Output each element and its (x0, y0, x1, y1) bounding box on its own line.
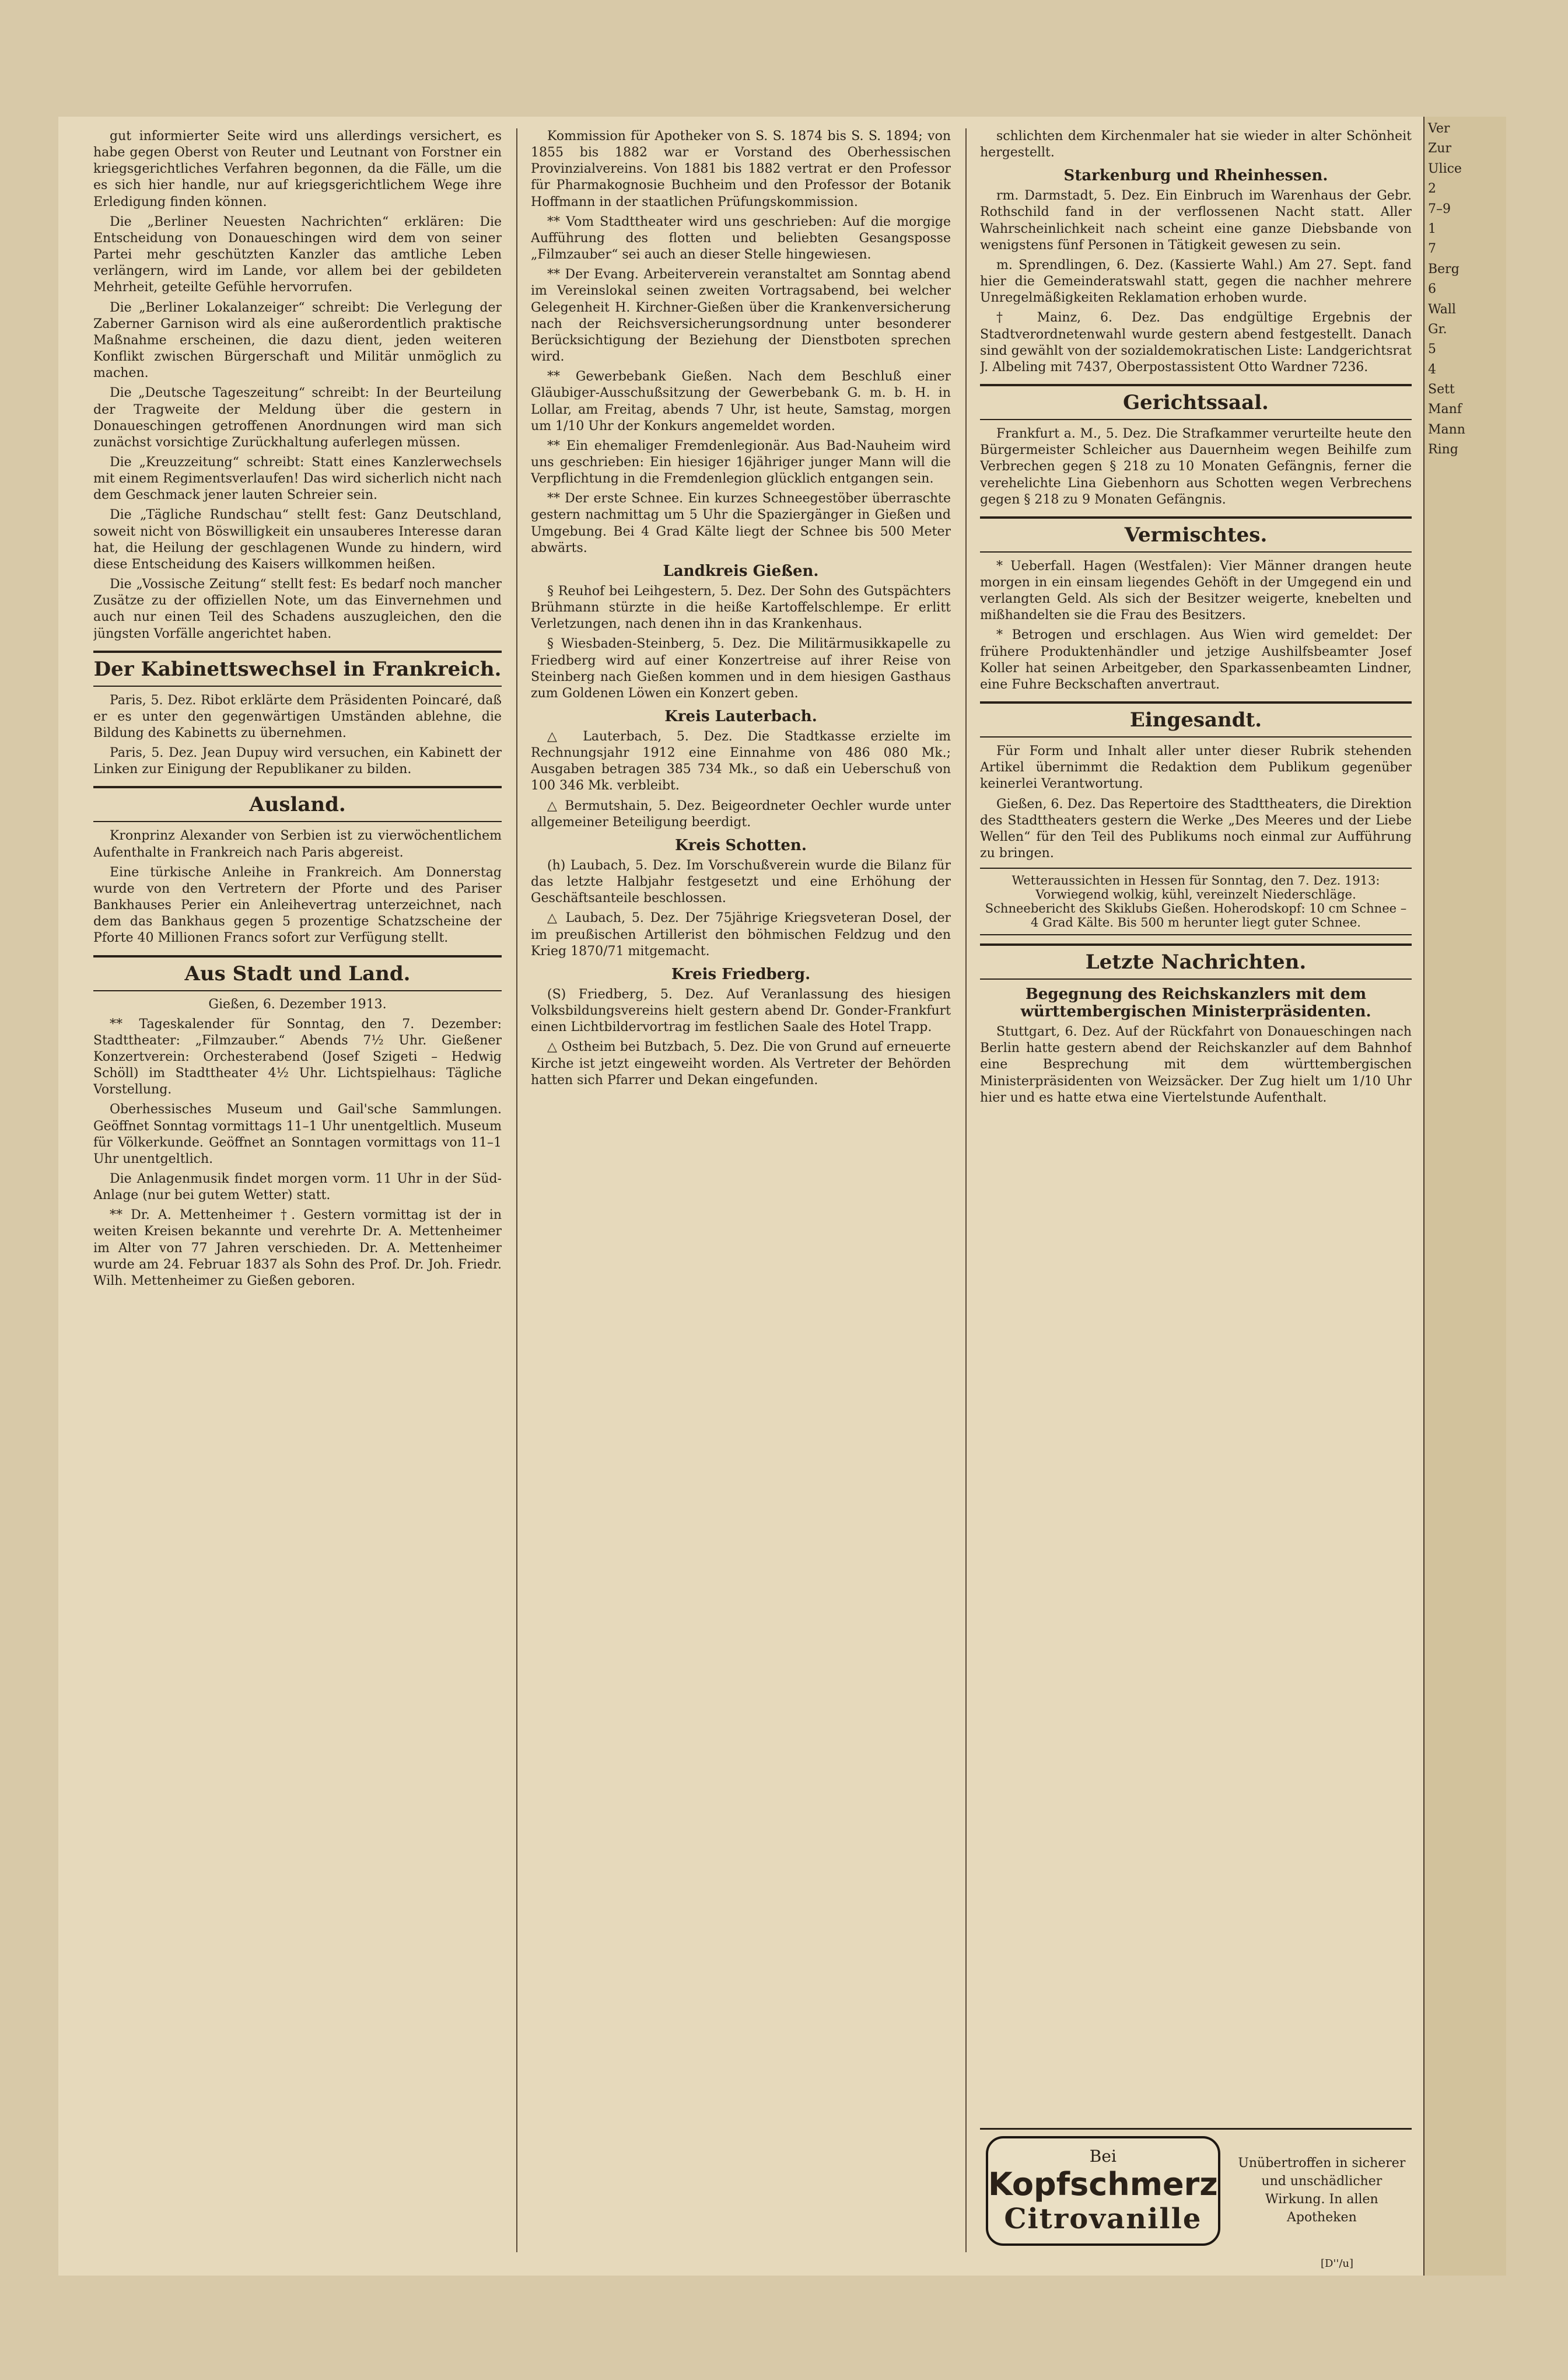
paragraph: △ Bermutshain, 5. Dez. Beigeordneter Oechler wurde unter allgemeiner Beteiligung beerdigt. (531, 798, 951, 830)
section-heading-letzte: Letzte Nachrichten. (980, 943, 1412, 980)
fragment: Ulice (1428, 161, 1462, 176)
paragraph: gut informierter Seite wird uns allerdings versichert, es habe gegen Oberst von Reuter und Leutnant von Forstner ein kriegsgerichtliches Verfahren begonnen, da die Fälle, um die es sich hier handle, nur auf kriegsgerichtlichem Wege ihre Erledigung finden können. (93, 129, 502, 209)
paragraph: * Ueberfall. Hagen (Westfalen): Vier Männer drangen heute morgen in ein einsam liegendes Gehöft in der Umgegend ein und verlangten Geld. Als sich der Besitzer weigerte, knebelten und mißhandelten sie die Frau des Besitzers. (980, 558, 1412, 623)
ad-side-text: Unübertroffen in sicherer und unschädlicher Wirkung. In allen Apotheken (1238, 2156, 1406, 2225)
paragraph: Die „Vossische Zeitung“ stellt fest: Es bedarf noch mancher Zusätze zu der offiziellen Note, um das Einvernehmen und auch nur einen Teil des Schadens auszugleichen, den die jüngsten Vorfälle angerichtet haben. (93, 577, 502, 641)
column-divider (965, 128, 967, 2252)
paragraph: Frankfurt a. M., 5. Dez. Die Strafkammer verurteilte heute den Bürgermeister Schleicher aus Dauernheim wegen Beihilfe zum Verbrechen gegen § 218 zu 10 Monaten Gefängnis, ferner die verehelichte Lina Giebenhorn aus Schotten wegen Verbrechens gegen § 218 zu 9 Monaten Gefängnis. (980, 427, 1412, 507)
paragraph: ** Gewerbebank Gießen. Nach dem Beschluß einer Gläubiger-Ausschußsitzung der Gewerbebank G. m. b. H. in Lollar, am Freitag, abends 7 Uhr, ist heute, Samstag, morgen um 1/10 Uhr der Konkurs angemeldet worden. (531, 369, 951, 434)
section-heading-gericht: Gerichtssaal. (980, 384, 1412, 420)
fragment: 2 (1428, 181, 1436, 197)
advertisement (980, 2128, 1412, 2252)
section-heading-friedberg: Kreis Friedberg. (671, 965, 811, 983)
print-mark: [D''/u] (1320, 2257, 1353, 2270)
paragraph: Die „Deutsche Tageszeitung“ schreibt: In der Beurteilung der Tragweite der Meldung über die gestern in Donaueschingen getroffenen Anordnungen wird man sich zunächst vorsichtige Zurückhaltung auferlegen müssen. (93, 386, 502, 450)
fragment: Gr. (1428, 321, 1447, 337)
paragraph: Kronprinz Alexander von Serbien ist zu vierwöchentlichem Aufenthalte in Frankreich nach Paris abgereist. (93, 829, 502, 860)
fragment: Ring (1428, 442, 1458, 457)
paragraph: Die „Tägliche Rundschau“ stellt fest: Ganz Deutschland, soweit nicht von Böswilligkeit ein unsauberes Interesse daran hat, die Heilung der geschlagenen Wunde zu hindern, wird diese Entscheidung des Kaisers willkommen heißen. (93, 508, 502, 572)
paragraph: Eine türkische Anleihe in Frankreich. Am Donnerstag wurde von den Vertretern der Pforte und des Pariser Bankhauses Perier ein Anleihevertrag unterzeichnet, nach dem das Bankhaus gegen 5 prozentige Schatzscheine der Pforte 40 Millionen Francs sofort zur Verfügung stellt. (93, 865, 502, 946)
section-heading-starkenburg: Starkenburg und Rheinhessen. (1063, 167, 1328, 185)
paragraph: ** Der erste Schnee. Ein kurzes Schneegestöber überraschte gestern nachmittag um 5 Uhr die Spaziergänger in Gießen und Umgebung. Bei 4 Grad Kälte liegt der Schnee bis 500 Meter abwärts. (531, 491, 951, 555)
paragraph: △ Ostheim bei Butzbach, 5. Dez. Die von Grund auf erneuerte Kirche ist jetzt eingeweiht worden. Als Vertreter der Behörden hatten sich Pfarrer und Dekan eingefunden. (531, 1040, 951, 1088)
paragraph: rm. Darmstadt, 5. Dez. Ein Einbruch im Warenhaus der Gebr. Rothschild fand in der verflossenen Nacht statt. Aller Wahrscheinlichkeit nach scheint eine ganze Diebsbande von wenigstens fünf Personen in Tätigkeit gewesen zu sein. (980, 188, 1412, 253)
column-divider (516, 128, 517, 2252)
subheading: Begegnung des Reichskanzlers mit dem württembergischen Ministerpräsidenten. (1020, 985, 1371, 1021)
paragraph: Stuttgart, 6. Dez. Auf der Rückfahrt von Donaueschingen nach Berlin hatte gestern abend der Reichskanzler auf dem Bahnhof eine Besprechung mit dem württembergischen Ministerpräsidenten von Weizsäcker. Der Zug hielt um 1/10 Uhr hier und es hatte etwa eine Viertelstunde Aufenthalt. (980, 1025, 1412, 1105)
paragraph: Gießen, 6. Dez. Das Repertoire des Stadttheaters, die Direktion des Stadttheaters gestern die Werke „Des Meeres und der Liebe Wellen“ für den Teil des Publikums noch einmal zur Aufführung zu bringen. (980, 796, 1412, 861)
fragment: Ver (1428, 121, 1450, 136)
section-heading-landkreis: Landkreis Gießen. (663, 562, 819, 580)
fragment: 7 (1428, 242, 1436, 257)
fragment: Zur (1428, 141, 1451, 156)
section-heading-lauterbach: Kreis Lauterbach. (664, 708, 817, 725)
fragment: Berg (1428, 261, 1460, 277)
paragraph: † Mainz, 6. Dez. Das endgültige Ergebnis der Stadtverordnetenwahl wurde gestern abend festgestellt. Danach sind gewählt von der sozialdemokratischen Liste: Landgerichtsrat J. Albeling mit 7437, Oberpostassistent Otto Wardner 7236. (980, 310, 1412, 375)
paragraph: ** Vom Stadttheater wird uns geschrieben: Auf die morgige Aufführung des flotten und beliebten Gesangsposse „Filmzauber“ sei auch an dieser Stelle hingewiesen. (531, 214, 951, 263)
fragment: Sett (1428, 382, 1455, 397)
section-heading-kabinett: Der Kabinettswechsel in Frankreich. (93, 651, 502, 687)
paragraph: △ Lauterbach, 5. Dez. Die Stadtkasse erzielte im Rechnungsjahr 1912 eine Einnahme von 486 080 Mk.; Ausgaben betragen 385 734 Mk., so daß ein Ueberschuß von 100 346 Mk. verbleibt. (531, 729, 951, 794)
paragraph: Kommission für Apotheker von S. S. 1874 bis S. S. 1894; von 1855 bis 1882 war er Vorstand des Oberhessischen Provinzialvereins. Von 1881 bis 1882 vertrat er den Professor für Pharmakognosie Buchheim und den Professor der Botanik Hoffmann in der staatlichen Prüfungskommission. (531, 129, 951, 209)
paragraph: Paris, 5. Dez. Ribot erklärte dem Präsidenten Poincaré, daß er es unter den gegenwärtigen Umständen ablehne, die Bildung des Kabinetts zu übernehmen. (93, 693, 502, 740)
fragment: Wall (1428, 302, 1456, 317)
ad-box (986, 2136, 1220, 2246)
fragment: Mann (1428, 422, 1465, 437)
paragraph: Paris, 5. Dez. Jean Dupuy wird versuchen, ein Kabinett der Linken zur Einigung der Republikaner zu bilden. (93, 746, 502, 777)
paragraph: ** Ein ehemaliger Fremdenlegionär. Aus Bad-Nauheim wird uns geschrieben: Ein hiesiger 16jähriger junger Mann will die Verpflichtung in die Fremdenlegion glücklich entgangen sein. (531, 438, 951, 487)
column-2 (531, 128, 951, 2252)
paragraph: schlichten dem Kirchenmaler hat sie wieder in alter Schönheit hergestellt. (980, 129, 1412, 160)
paragraph: * Betrogen und erschlagen. Aus Wien wird gemeldet: Der frühere Produktenhändler und jetzige Aushilfsbeamter Josef Koller hat seinen Arbeitgeber, den Sparkassenbeamten Lindner, eine Fuhre Beckschaften anvertraut. (980, 628, 1412, 692)
weather-box (980, 868, 1412, 935)
paragraph: (S) Friedberg, 5. Dez. Auf Veranlassung des hiesigen Volksbildungsvereins hielt gestern abend Dr. Gonder-Frankfurt einen Lichtbildervortrag im festlichen Saale des Hotel Trapp. (531, 987, 951, 1035)
section-heading-schotten: Kreis Schotten. (675, 836, 807, 854)
ad-product: Citrovanille (1004, 2203, 1202, 2235)
column-3 (980, 128, 1412, 2252)
fragment: 1 (1428, 221, 1436, 236)
paragraph: Oberhessisches Museum und Gail'sche Sammlungen. Geöffnet Sonntag vormittags 11–1 Uhr unentgeltlich. Museum für Völkerkunde. Geöffnet an Sonntagen vormittags von 11–1 Uhr unentgeltlich. (93, 1102, 502, 1166)
section-heading-eingesandt: Eingesandt. (980, 701, 1412, 738)
dateline: Gießen, 6. Dezember 1913. (208, 997, 387, 1012)
paragraph: ** Tageskalender für Sonntag, den 7. Dezember: Stadttheater: „Filmzauber.“ Abends 7½ Uhr. Gießener Konzertverein: Orchesterabend (Josef Szigeti – Hedwig Schöll) im Stadttheater 4½ Uhr. Lichtspielhaus: Tägliche Vorstellung. (93, 1016, 502, 1098)
section-heading-stadt: Aus Stadt und Land. (93, 955, 502, 991)
paragraph: § Wiesbaden-Steinberg, 5. Dez. Die Militärmusikkapelle zu Friedberg wird auf einer Konzertreise auf ihrer Reise von Steinberg nach Gießen kommen und in dem hiesigen Gasthaus zum Goldenen Löwen ein Konzert geben. (531, 637, 951, 701)
cut-off-column (1423, 117, 1506, 2276)
paragraph: m. Sprendlingen, 6. Dez. (Kassierte Wahl.) Am 27. Sept. fand hier die Gemeinderatswahl statt, gegen die nachher mehrere Unregelmäßigkeiten Reklamation erhoben wurde. (980, 257, 1412, 306)
paragraph: § Reuhof bei Leihgestern, 5. Dez. Der Sohn des Gutspächters Brühmann stürzte in die heiße Kartoffelschlempe. Er erlitt Verletzungen, nach denen ihn in das Krankenhaus. (531, 583, 951, 632)
column-1 (93, 128, 502, 2252)
newspaper-page (58, 117, 1505, 2276)
editor-note: Für Form und Inhalt aller unter dieser Rubrik stehenden Artikel übernimmt die Redaktion dem Publikum gegenüber keinerlei Verantwortung. (980, 744, 1412, 792)
paragraph: Die „Kreuzzeitung“ schreibt: Statt eines Kanzlerwechsels mit einem Regimentsverlaufen! Das wird sicherlich nicht nach dem Geschmack jener lauten Schreier sein. (93, 455, 502, 503)
fragment: 7–9 (1428, 201, 1451, 216)
fragment: 4 (1428, 362, 1436, 377)
weather-forecast: Wetteraussichten in Hessen für Sonntag, den 7. Dez. 1913: Vorwiegend wolkig, kühl, vereinzelt Niederschläge. (1012, 873, 1380, 902)
paragraph: △ Laubach, 5. Dez. Der 75jährige Kriegsveteran Dosel, der im preußischen Artillerist den böhmischen Feldzug und den Krieg 1870/71 mitgemacht. (531, 911, 951, 959)
snow-report: Schneebericht des Skiklubs Gießen. Hoherodskopf: 10 cm Schnee – 4 Grad Kälte. Bis 500 m herunter liegt guter Schnee. (985, 901, 1407, 930)
paragraph: Die Anlagenmusik findet morgen vorm. 11 Uhr in der Süd-Anlage (nur bei gutem Wetter) statt. (93, 1171, 502, 1203)
paragraph: ** Dr. A. Mettenheimer †. Gestern vormittag ist der in weiten Kreisen bekannte und verehrte Dr. A. Mettenheimer im Alter von 77 Jahren verschieden. Dr. A. Mettenheimer wurde am 24. Februar 1837 als Sohn des Prof. Dr. Joh. Friedr. Wilh. Mettenheimer zu Gießen geboren. (93, 1208, 502, 1288)
paragraph: Die „Berliner Neuesten Nachrichten“ erklären: Die Entscheidung von Donaueschingen wird dem von seiner Partei mehr geschützten Kanzler das amtliche Leben verlängern, wird im Lande, vor allem bei der gebildeten Mehrheit, geteilte Gefühle hervorrufen. (93, 214, 502, 295)
section-heading-ausland: Ausland. (93, 786, 502, 822)
fragment: 6 (1428, 282, 1436, 297)
paragraph: ** Der Evang. Arbeiterverein veranstaltet am Sonntag abend im Vereinslokal seinen zweiten Vortragsabend, bei welcher Gelegenheit H. Kirchner-Gießen über die Krankenversicherung nach der Reichsversicherungsordnung unter besonderer Berücksichtigung der Beziehung der Dienstboten sprechen wird. (531, 267, 951, 365)
paragraph: (h) Laubach, 5. Dez. Im Vorschußverein wurde die Bilanz für das letzte Halbjahr festgesetzt und eine Erhöhung der Geschäftsanteile beschlossen. (531, 858, 951, 906)
ad-brand: Kopfschmerz (988, 2166, 1218, 2203)
section-heading-vermischtes: Vermischtes. (980, 516, 1412, 553)
fragment: Manf (1428, 402, 1462, 417)
paragraph: Die „Berliner Lokalanzeiger“ schreibt: Die Verlegung der Zaberner Garnison wird als eine außerordentlich praktische Maßnahme erscheinen, die dazu dient, jeden weiteren Konflikt zwischen Bürgerschaft und Militär unmöglich zu machen. (93, 300, 502, 381)
ad-bei: Bei (1089, 2147, 1116, 2166)
fragment: 5 (1428, 342, 1436, 357)
